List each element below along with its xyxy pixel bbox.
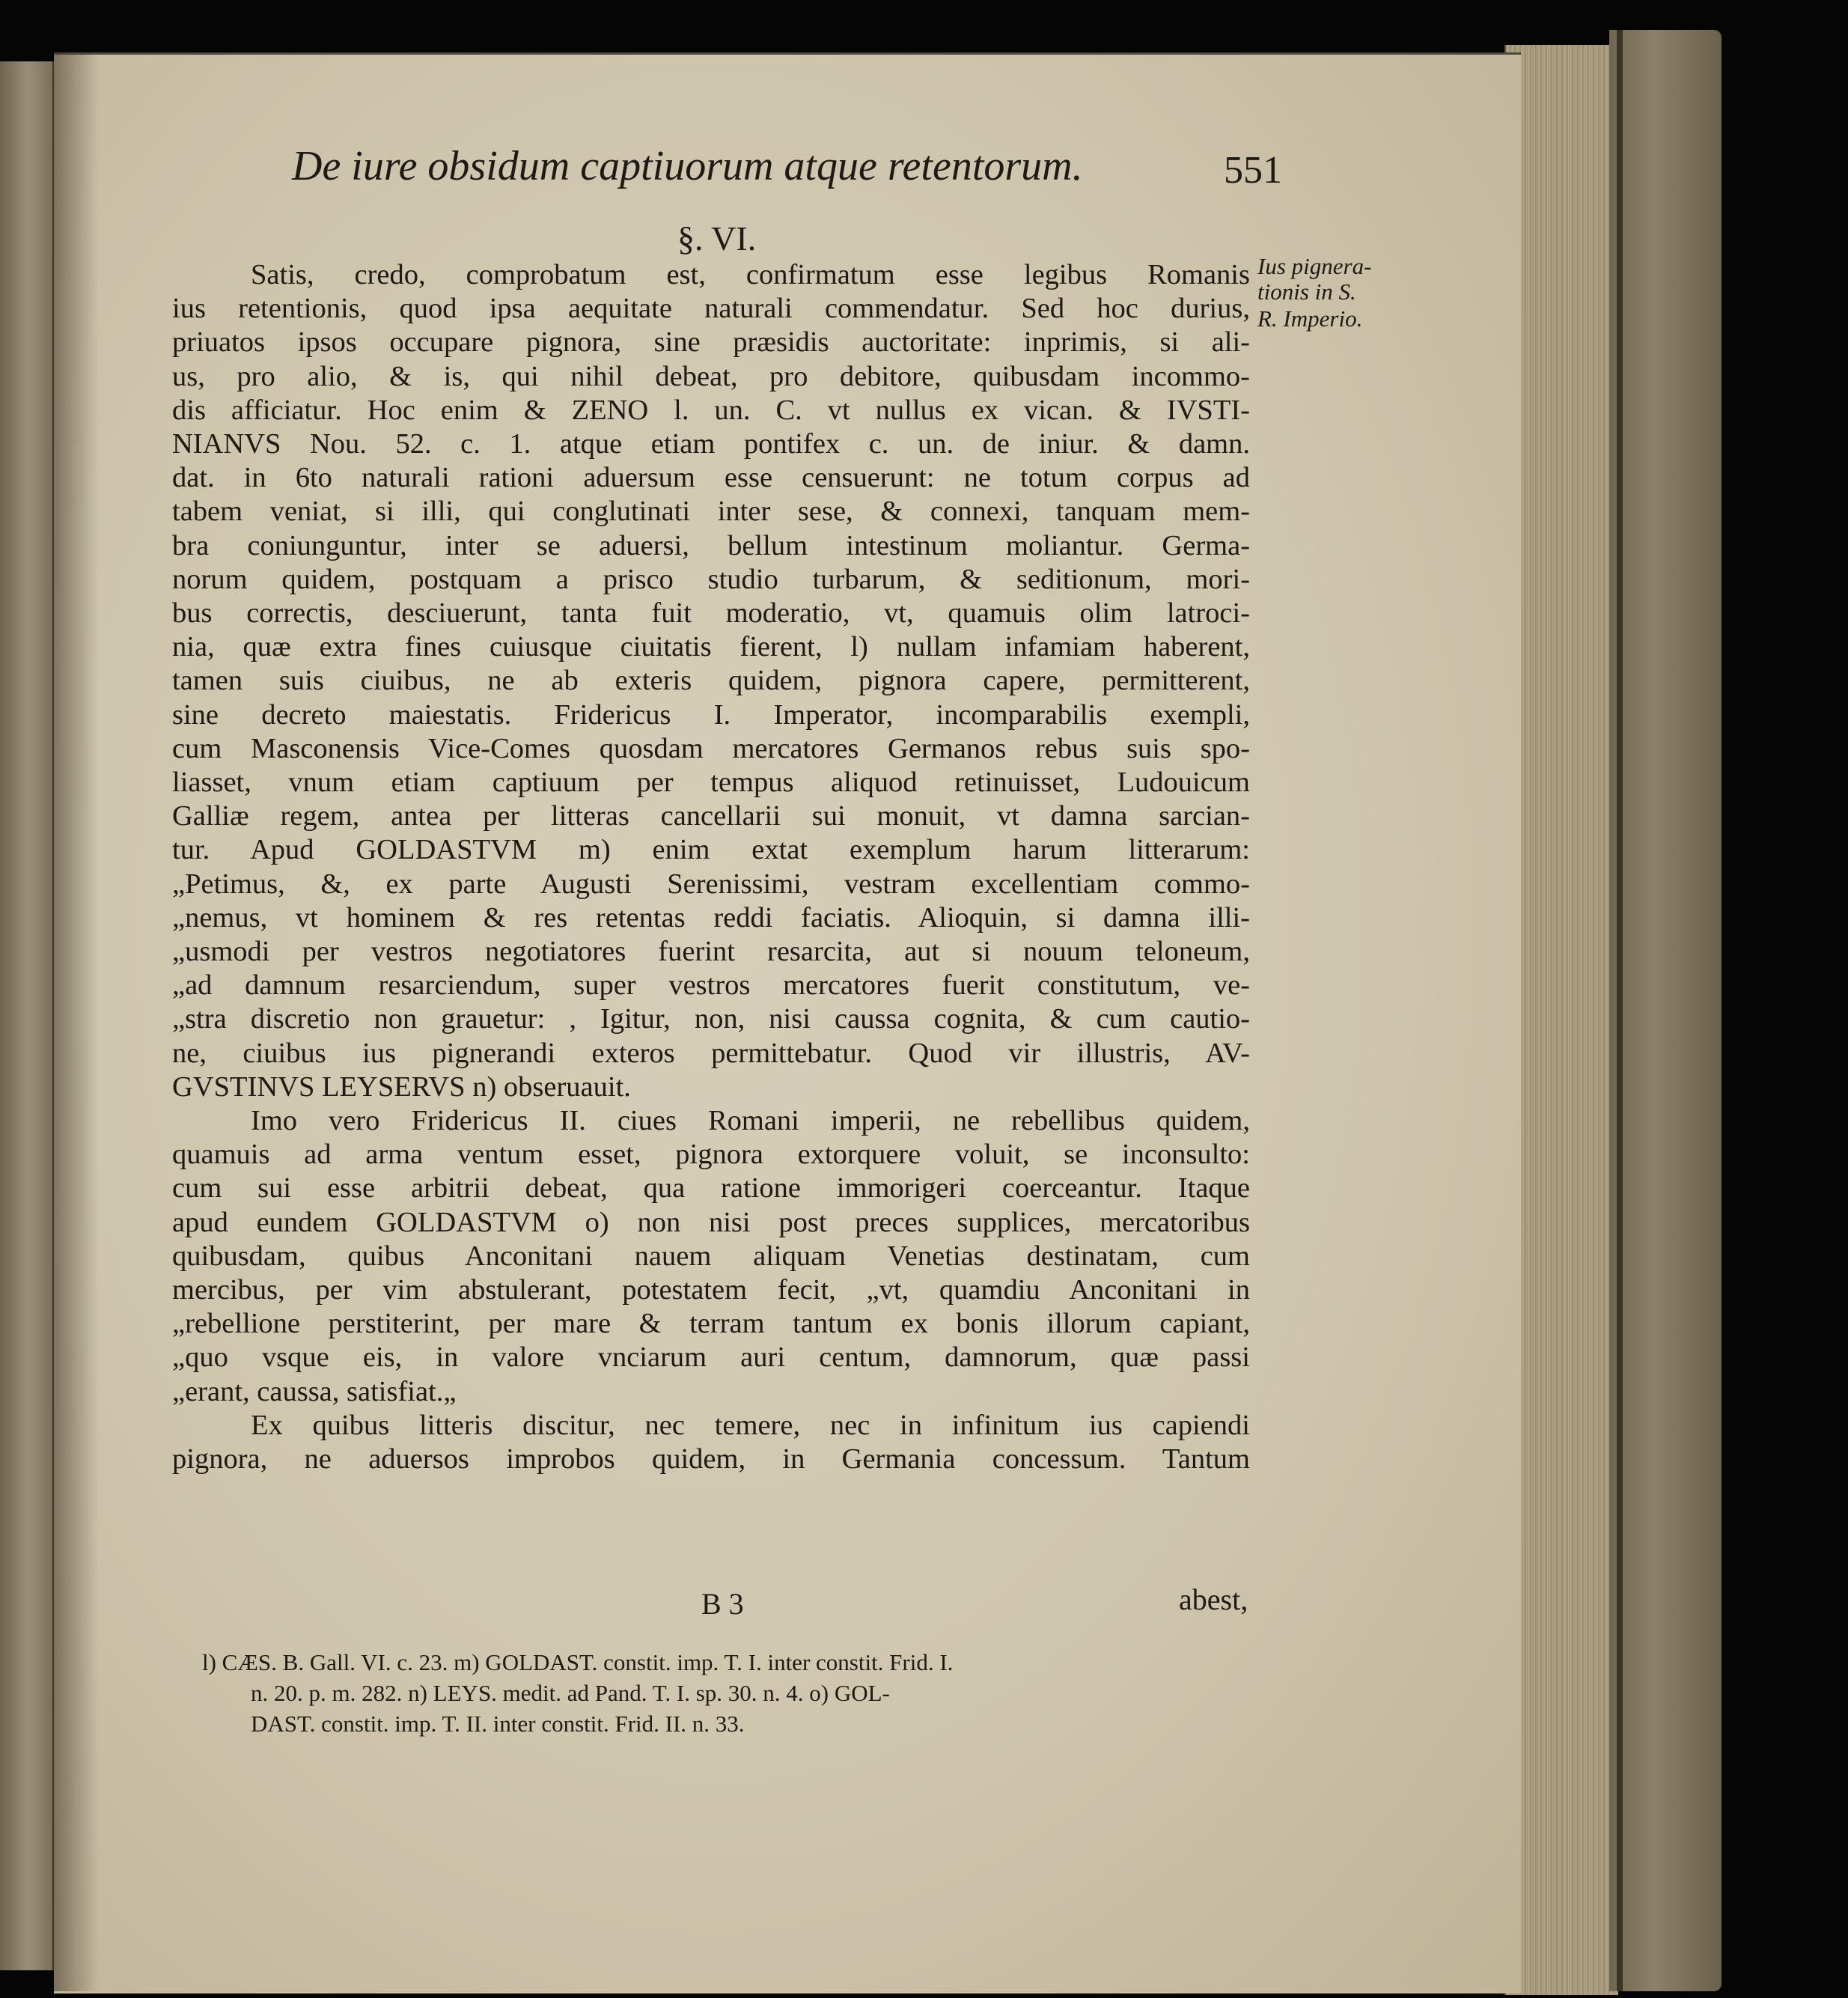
body-line: ne, ciuibus ius pignerandi exteros permittebatur. Quod vir illustris, AV- bbox=[172, 1037, 1250, 1069]
body-line: priuatos ipsos occupare pignora, sine præsidis auctoritate: inprimis, si ali- bbox=[172, 326, 1250, 359]
body-line: mercibus, per vim abstulerant, potestatem fecit, „vt, quamdiu Anconitani in bbox=[172, 1274, 1250, 1306]
body-line: tur. Apud GOLDASTVM m) enim extat exemplum harum litterarum: bbox=[172, 834, 1250, 866]
body-line: apud eundem GOLDASTVM o) non nisi post preces supplices, mercatoribus bbox=[172, 1206, 1250, 1238]
signature-mark: B 3 bbox=[701, 1587, 744, 1621]
body-line: „erant, caussa, satisfiat.„ bbox=[172, 1375, 457, 1407]
body-line: pignora, ne aduersos improbos quidem, in Germania concessum. Tantum bbox=[172, 1443, 1250, 1475]
body-line: ius retentionis, quod ipsa aequitate naturali commendatur. Sed hoc durius, bbox=[172, 293, 1250, 325]
page-block-edges bbox=[1504, 45, 1618, 1995]
marginal-note-line: tionis in S. bbox=[1257, 278, 1356, 305]
body-line: „ad damnum resarciendum, super vestros mercatores fuerit constitutum, ve- bbox=[172, 969, 1250, 1002]
body-line: Ex quibus litteris discitur, nec temere, nec in infinitum ius capiendi bbox=[251, 1409, 1250, 1441]
body-line: cum sui esse arbitrii debeat, qua ratione immorigeri coerceantur. Itaque bbox=[172, 1172, 1250, 1204]
body-line: „Petimus, &, ex parte Augusti Serenissimi, vestram excellentiam commo- bbox=[172, 868, 1250, 900]
gutter-shadow bbox=[54, 52, 99, 1991]
body-line: tabem veniat, si illi, qui conglutinati inter sese, & connexi, tanquam mem- bbox=[172, 496, 1250, 528]
body-line: NIANVS Nou. 52. c. 1. atque etiam pontifex c. un. de iniur. & damn. bbox=[172, 428, 1250, 460]
body-line: liasset, vnum etiam captiuum per tempus aliquod retinuisset, Ludouicum bbox=[172, 767, 1250, 798]
body-line: cum Masconensis Vice-Comes quosdam mercatores Germanos rebus suis spo- bbox=[172, 732, 1250, 764]
body-line: nia, quæ extra fines cuiusque ciuitatis fierent, l) nullam infamiam haberent, bbox=[172, 631, 1250, 663]
body-line: Galliæ regem, antea per litteras cancellarii sui monuit, vt damna sarcian- bbox=[172, 800, 1250, 832]
body-line: Imo vero Fridericus II. ciues Romani imperii, ne rebellibus quidem, bbox=[251, 1105, 1250, 1136]
footnote-line: l) CÆS. B. Gall. VI. c. 23. m) GOLDAST. constit. imp. T. I. inter constit. Frid. I. bbox=[202, 1649, 954, 1675]
body-line: bra coniunguntur, inter se aduersi, bellum intestinum moliantur. Germa- bbox=[172, 529, 1250, 561]
body-line: „quo vsque eis, in valore vnciarum auri centum, damnorum, quæ passi bbox=[172, 1341, 1250, 1374]
body-line: „stra discretio non grauetur: , Igitur, non, nisi caussa cognita, & cum cautio- bbox=[172, 1003, 1250, 1035]
footnote-line: DAST. constit. imp. T. II. inter constit. Frid. II. n. 33. bbox=[251, 1711, 745, 1737]
footnote-line: n. 20. p. m. 282. n) LEYS. medit. ad Pand. T. I. sp. 30. n. 4. o) GOL- bbox=[251, 1680, 890, 1706]
catchword: abest, bbox=[1179, 1583, 1248, 1616]
body-line: „nemus, vt hominem & res retentas reddi faciatis. Alioquin, si damna illi- bbox=[172, 901, 1250, 933]
body-line: dat. in 6to naturali rationi aduersum esse censuerunt: ne totum corpus ad bbox=[172, 462, 1250, 494]
body-line: Satis, credo, comprobatum est, confirmatum esse legibus Romanis bbox=[251, 259, 1250, 290]
running-title: De iure obsidum captiuorum atque retentorum. bbox=[292, 143, 1083, 189]
body-line: bus correctis, desciuerunt, tanta fuit moderatio, vt, quamuis olim latroci- bbox=[172, 597, 1250, 629]
body-line: norum quidem, postquam a prisco studio turbarum, & seditionum, mori- bbox=[172, 563, 1250, 595]
facing-page-edge bbox=[0, 61, 54, 1970]
body-line: GVSTINVS LEYSERVS n) obseruauit. bbox=[172, 1070, 631, 1103]
body-line: dis afficiatur. Hoc enim & ZENO l. un. C. vt nullus ex vican. & IVSTI- bbox=[172, 394, 1250, 426]
body-line: tamen suis ciuibus, ne ab exteris quidem, pignora capere, permitterent, bbox=[172, 665, 1250, 697]
marginal-note-line: Ius pignera- bbox=[1257, 253, 1372, 279]
body-line: „rebellione perstiterint, per mare & terram tantum ex bonis illorum capiant, bbox=[172, 1308, 1250, 1340]
body-line: quamuis ad arma ventum esset, pignora extorquere voluit, se inconsulto: bbox=[172, 1139, 1250, 1171]
section-heading: §. VI. bbox=[677, 219, 757, 258]
body-line: sine decreto maiestatis. Fridericus I. Imperator, incomparabilis exempli, bbox=[172, 698, 1250, 731]
body-line: quibusdam, quibus Anconitani nauem aliquam Venetias destinatam, cum bbox=[172, 1240, 1250, 1272]
page-number: 551 bbox=[1224, 149, 1282, 192]
marginal-note-line: R. Imperio. bbox=[1257, 305, 1363, 332]
book-cover bbox=[1609, 30, 1722, 1991]
body-line: „usmodi per vestros negotiatores fuerint resarcita, aut si nouum teloneum, bbox=[172, 936, 1250, 967]
body-line: us, pro alio, & is, qui nihil debeat, pro debitore, quibusdam incommo- bbox=[172, 360, 1250, 392]
